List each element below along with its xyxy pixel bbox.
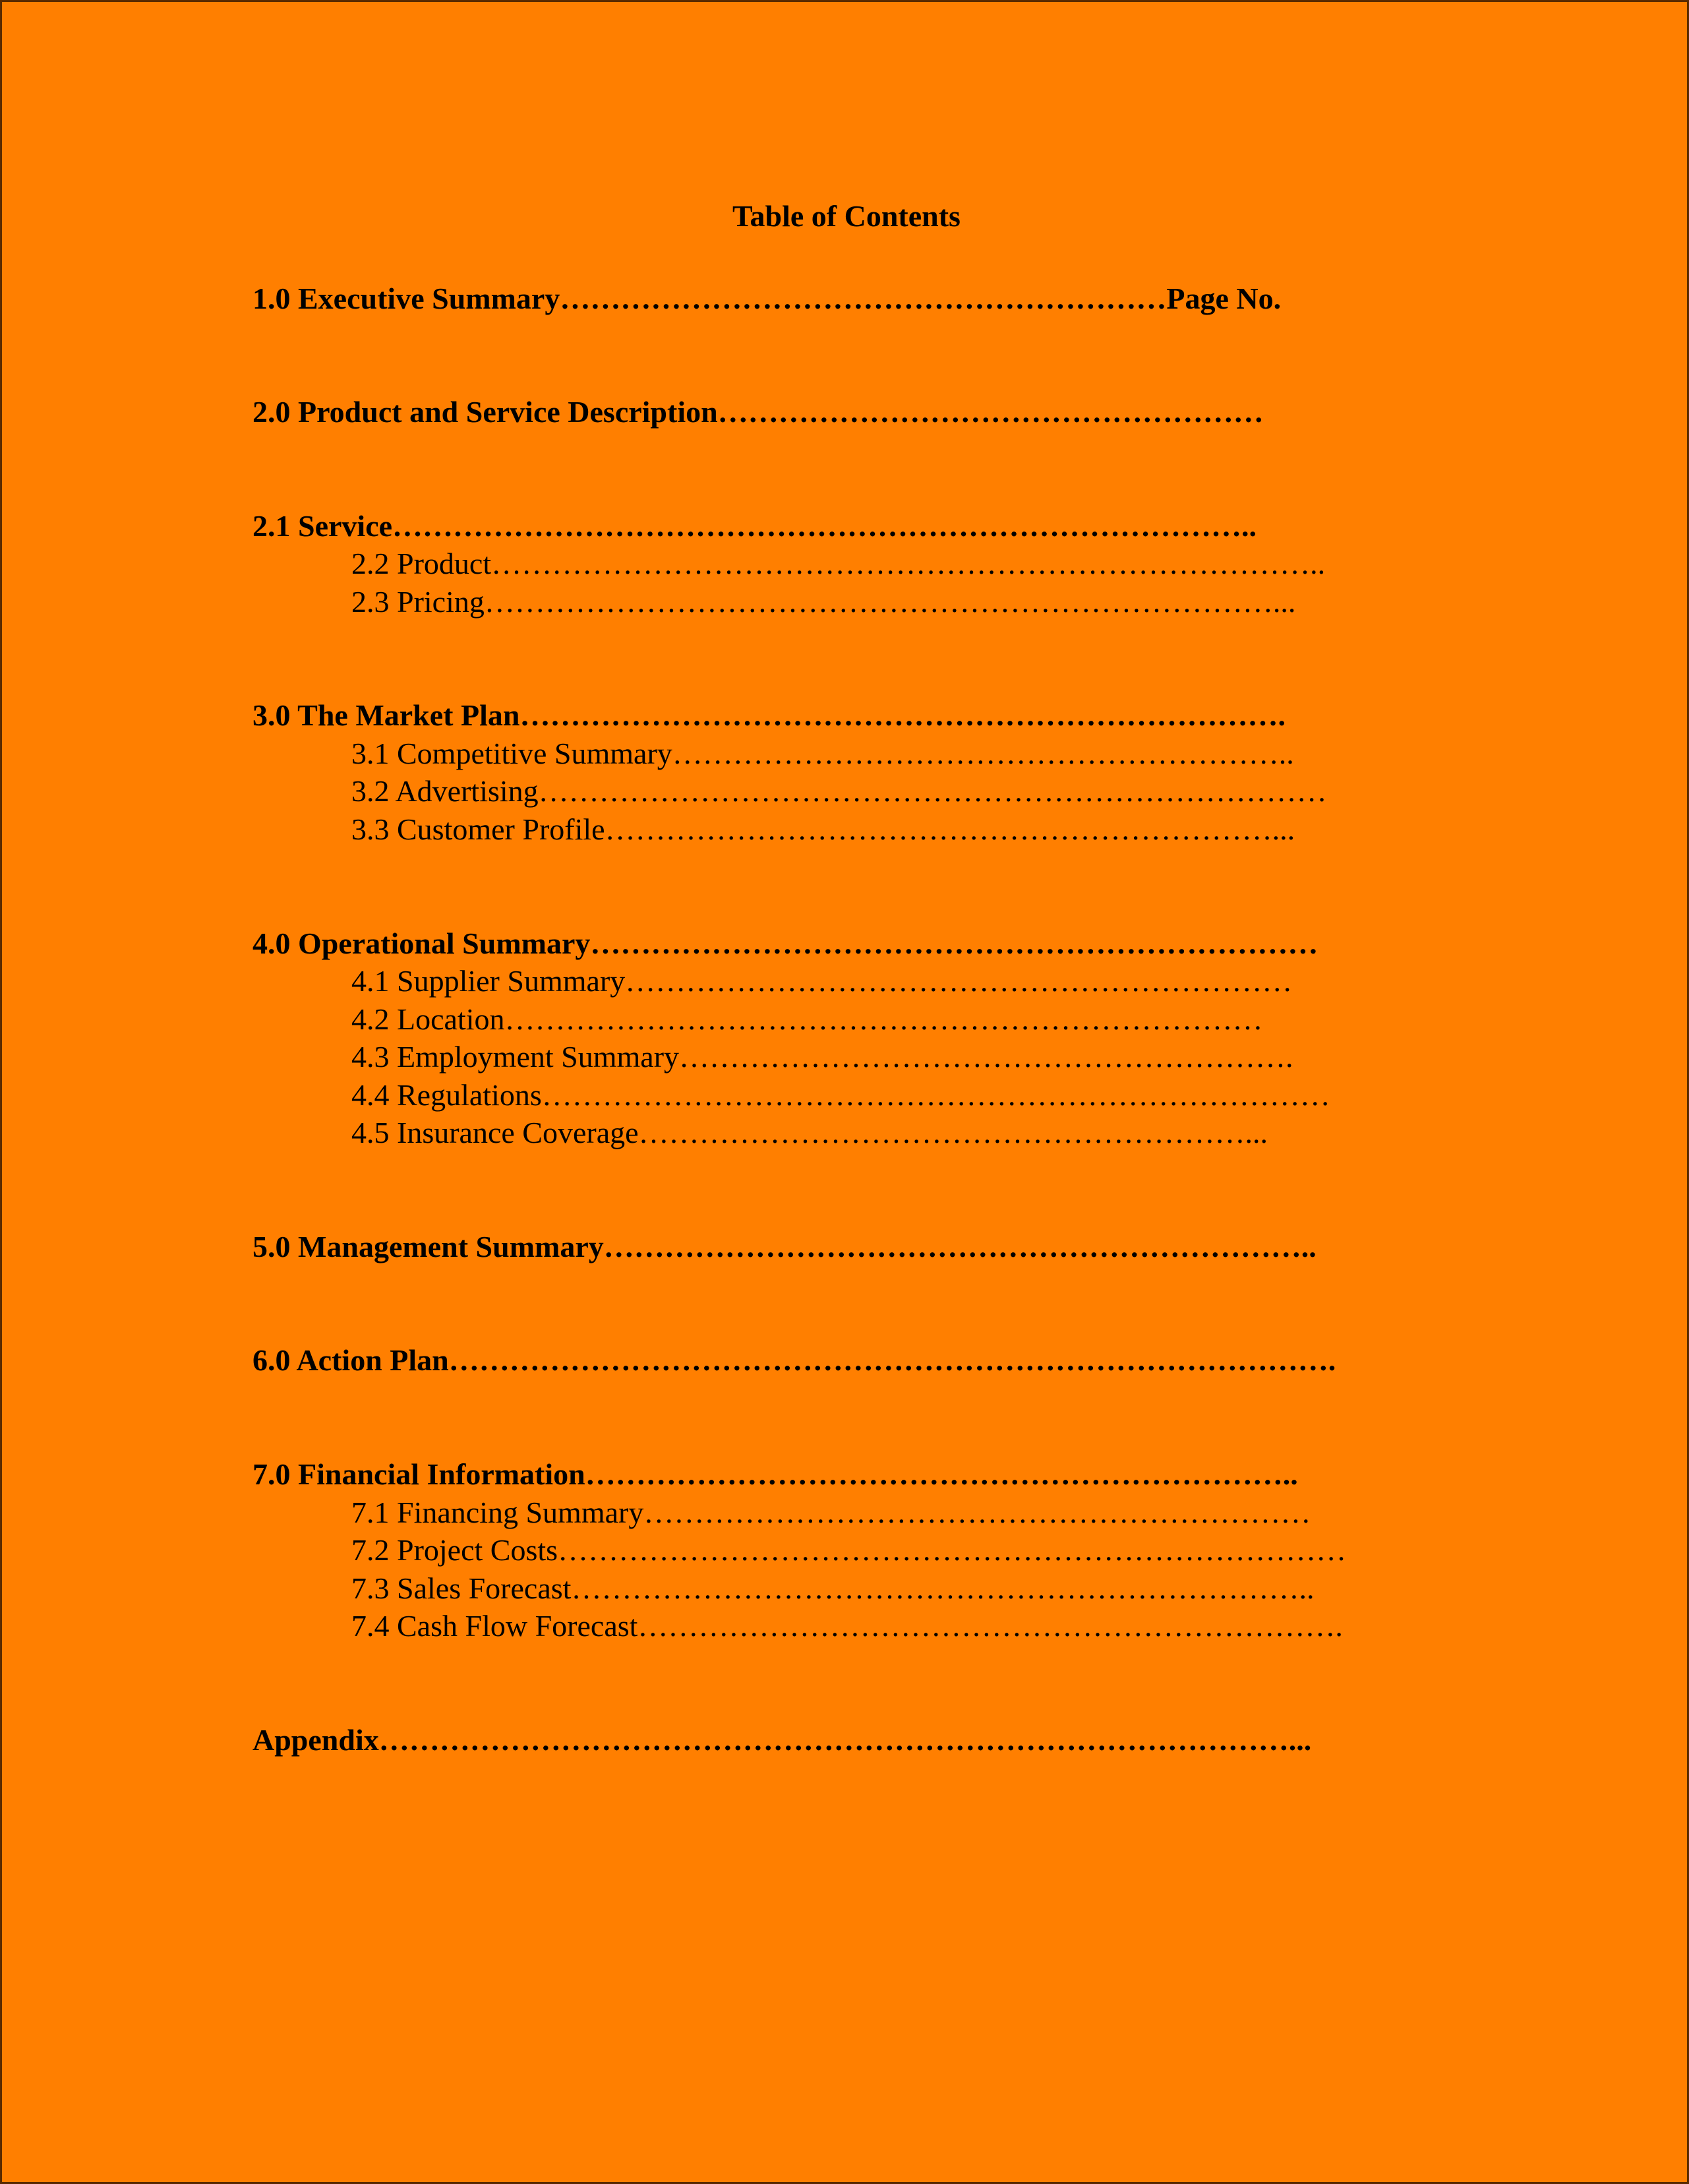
- toc-entry-2-1: [252, 511, 1257, 541]
- toc-entry-label: 7.4 Cash Flow Forecast: [351, 1609, 638, 1643]
- toc-entry-label: 4.1 Supplier Summary: [351, 964, 626, 998]
- toc-entry-label: 2.1 Service: [252, 509, 393, 543]
- toc-leader-dots: …………………………………………………………………………….: [448, 1343, 1336, 1377]
- toc-entry-label: 5.0 Management Summary: [252, 1230, 604, 1263]
- toc-entry-label: 4.3 Employment Summary: [351, 1040, 680, 1074]
- toc-entry-7-4: [351, 1611, 1343, 1641]
- toc-leader-dots: ……………………………………………………: [560, 282, 1167, 315]
- toc-leader-dots: …………………………………………………………: [643, 1496, 1311, 1529]
- toc-leader-dots: ……………………………………………………………………: [541, 1078, 1330, 1112]
- toc-entry-3-0: [252, 700, 1286, 731]
- toc-leader-dots: …………………………………………………………: [625, 964, 1293, 998]
- toc-entry-2-2: [351, 549, 1325, 579]
- toc-leader-dots: ………………………………………………………………: [590, 926, 1319, 960]
- toc-entry-3-2: [351, 776, 1327, 806]
- toc-entry-3-1: [351, 739, 1294, 769]
- toc-leader-dots: ………………………………………………………………..: [571, 1571, 1315, 1605]
- toc-title: Table of Contents: [732, 199, 961, 233]
- toc-leader-dots: ……………………………………………………………………: [538, 774, 1327, 808]
- toc-entry-label: 7.1 Financing Summary: [351, 1496, 644, 1529]
- toc-leader-dots: …………………………………………………………...: [605, 812, 1295, 846]
- toc-entry-label: 7.3 Sales Forecast: [351, 1571, 572, 1605]
- toc-leader-dots: ………………………………………………………………….: [519, 698, 1286, 732]
- toc-entry-4-4: [351, 1080, 1330, 1110]
- toc-leader-dots: ……………………………………………………………..: [585, 1457, 1298, 1491]
- toc-entry-label: 4.5 Insurance Coverage: [351, 1116, 639, 1149]
- toc-entry-label: 2.2 Product: [351, 547, 492, 580]
- toc-entry-label: 2.3 Pricing: [351, 585, 485, 619]
- toc-entry-2-3: [351, 587, 1295, 617]
- toc-entry-4-2: [351, 1004, 1263, 1035]
- toc-entry-label: 2.0 Product and Service Description: [252, 395, 718, 429]
- toc-entry-label: 4.0 Operational Summary: [252, 926, 591, 960]
- toc-entry-1-0: [252, 284, 1281, 314]
- toc-entry-label: 3.0 The Market Plan: [252, 698, 520, 732]
- toc-leader-dots: ……………………………………………………...: [638, 1116, 1268, 1149]
- toc-leader-dots: ………………………………………………: [717, 395, 1264, 429]
- toc-entry-label: 3.3 Customer Profile: [351, 812, 605, 846]
- toc-entry-2-0: [252, 397, 1264, 427]
- toc-leader-dots: ……………………………………………………………..: [603, 1230, 1317, 1263]
- toc-entry-6-0: [252, 1345, 1336, 1376]
- toc-entry-4-5: [351, 1118, 1268, 1148]
- toc-leader-dots: ……………………………………………………………………: [558, 1533, 1347, 1567]
- toc-entry-7-1: [351, 1498, 1311, 1528]
- toc-entry-4-3: [351, 1042, 1293, 1072]
- toc-leader-dots: ………………………………………………………………………..: [491, 547, 1326, 580]
- toc-entry-label: 1.0 Executive Summary: [252, 282, 560, 315]
- toc-leader-dots: …………………………………………………….: [679, 1040, 1293, 1074]
- toc-leader-dots: …………………………………………………………….: [637, 1609, 1343, 1643]
- toc-entry-label: 3.1 Competitive Summary: [351, 737, 672, 770]
- toc-leader-dots: ………………………………………………………………………………...: [378, 1723, 1312, 1757]
- toc-leader-dots: …………………………………………………………………: [504, 1002, 1263, 1036]
- toc-entry-4-1: [351, 966, 1292, 996]
- toc-leader-dots: ……………………………………………………..: [672, 737, 1294, 770]
- toc-entry-3-3: [351, 814, 1295, 845]
- toc-entry-label: 6.0 Action Plan: [252, 1343, 449, 1377]
- toc-entry-7-2: [351, 1535, 1346, 1565]
- toc-entry-4-0: [252, 928, 1318, 959]
- toc-entry-appendix: [252, 1725, 1311, 1755]
- toc-entry-label: 7.0 Financial Information: [252, 1457, 585, 1491]
- toc-entry-5-0: [252, 1232, 1317, 1262]
- toc-entry-7-3: [351, 1573, 1314, 1604]
- toc-entry-label: Appendix: [252, 1723, 379, 1757]
- toc-entry-label: 7.2 Project Costs: [351, 1533, 558, 1567]
- toc-leader-dots: …………………………………………………………………………..: [392, 509, 1257, 543]
- toc-leader-dots: ……………………………………………………………………...: [484, 585, 1296, 619]
- toc-entry-label: 4.4 Regulations: [351, 1078, 542, 1112]
- page-column-label: Page No.: [1166, 282, 1282, 315]
- toc-entry-label: 3.2 Advertising: [351, 774, 539, 808]
- toc-entry-7-0: [252, 1459, 1298, 1490]
- toc-entry-label: 4.2 Location: [351, 1002, 505, 1036]
